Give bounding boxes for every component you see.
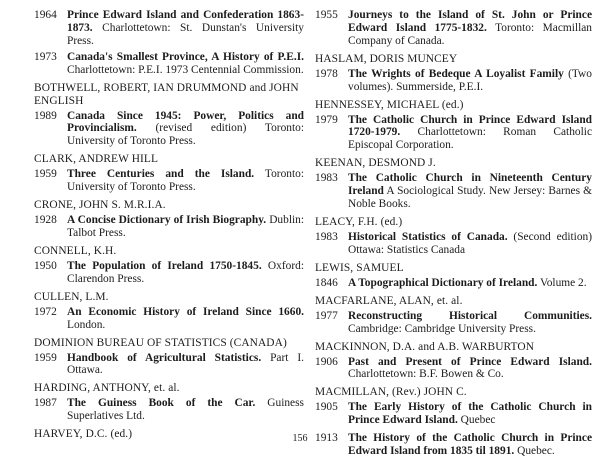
author-heading: LEWIS, SAMUEL	[315, 261, 404, 274]
author-heading: CONNELL, K.H.	[34, 244, 117, 257]
bibliography-entry	[34, 214, 304, 240]
entry-publication: (Two volumes). Summerside, P.E.I.	[348, 67, 592, 93]
author-heading: CLARK, ANDREW HILL	[34, 153, 159, 166]
bibliography-entry	[315, 231, 592, 257]
page-number: 156	[292, 433, 308, 444]
entry-title: The Wrights of Bedeque A Loyalist Family	[348, 67, 564, 80]
entry-year: 1846	[315, 276, 338, 289]
bibliography-entry	[34, 260, 304, 286]
entry-year: 1959	[34, 351, 57, 364]
entry-text	[67, 260, 304, 286]
entry-text	[348, 310, 592, 336]
author-heading: BOTHWELL, ROBERT, IAN DRUMMOND and JOHN ENGLISH	[34, 81, 299, 107]
bibliography-entry	[34, 9, 304, 48]
left-column	[34, 8, 304, 443]
entry-text	[348, 114, 592, 153]
entry-year: 1928	[34, 214, 57, 227]
bibliography-entry	[315, 114, 592, 153]
entry-text	[67, 9, 304, 48]
entry-publication: Quebec.	[514, 445, 555, 458]
entry-title: Canada Since 1945: Power, Politics and Provincialism.	[67, 109, 304, 135]
bibliography-entry	[315, 356, 592, 382]
entry-publication: Charlottetown: B.F. Bowen & Co.	[348, 368, 504, 381]
entry-text	[348, 231, 592, 257]
author-heading: DOMINION BUREAU OF STATISTICS (CANADA)	[34, 336, 287, 349]
entry-title: Journeys to the Island of St. John or Prince Edward Island 1775-1832.	[348, 9, 592, 34]
bibliography-entry	[315, 277, 592, 290]
bibliography-entry	[34, 352, 304, 378]
entry-year: 1905	[315, 401, 338, 414]
entry-title: The History of the Catholic Church in Prince Edward Island from 1835 til 1891.	[348, 432, 592, 458]
entry-year: 1906	[315, 355, 338, 368]
bibliography-entry	[315, 68, 592, 94]
author-heading: LEACY, F.H. (ed.)	[315, 215, 403, 228]
entry-publication: Dublin: Talbot Press.	[67, 214, 305, 239]
author-heading: HASLAM, DORIS MUNCEY	[315, 52, 458, 65]
entry-year: 1972	[34, 305, 57, 318]
entry-title: A Concise Dictionary of Irish Biography.	[67, 214, 267, 227]
entry-year: 1973	[34, 50, 57, 63]
entry-title: Handbook of Agricultural Statistics.	[67, 351, 262, 364]
entry-text	[348, 9, 592, 48]
entry-title: Past and Present of Prince Edward Island.	[348, 355, 592, 368]
entry-title: The Guiness Book of the Car.	[67, 397, 256, 410]
entry-year: 1978	[315, 67, 338, 80]
entry-text	[348, 68, 592, 94]
entry-year: 1979	[315, 113, 338, 126]
author-heading: MACFARLANE, ALAN, et. al.	[315, 294, 463, 307]
right-column	[315, 8, 592, 461]
entry-title: Prince Edward Island and Confederation 1863-1873.	[67, 9, 304, 34]
entry-text	[348, 172, 592, 211]
entry-year: 1977	[315, 309, 338, 322]
author-heading: HARVEY, D.C. (ed.)	[34, 428, 133, 441]
bibliography-entry	[34, 110, 304, 149]
entry-publication: Toronto: University of Toronto Press.	[67, 168, 304, 194]
entry-publication: London.	[67, 318, 106, 331]
entry-title: The Early History of the Catholic Church in Prince Edward Island.	[348, 401, 592, 427]
entry-title: Historical Statistics of Canada.	[348, 230, 508, 243]
entry-text	[67, 306, 304, 332]
entry-text	[67, 214, 304, 240]
entry-publication: Cambridge: Cambridge University Press.	[348, 322, 536, 335]
entry-title: Canada's Smallest Province, A History of P.E.I.	[67, 50, 304, 63]
author-heading: CULLEN, L.M.	[34, 290, 109, 303]
entry-text	[348, 277, 592, 290]
bibliography-entry	[315, 310, 592, 336]
bibliography-entry	[315, 172, 592, 211]
entry-publication: Toronto: Macmillan Company of Canada.	[348, 21, 592, 47]
entry-publication: Part I. Ottawa.	[67, 351, 305, 377]
author-heading: MACKINNON, D.A. and A.B. WARBURTON	[315, 340, 535, 353]
author-heading: MACMILLAN, (Rev.) JOHN C.	[315, 386, 467, 399]
entry-text	[67, 110, 304, 149]
entry-publication: A Sociological Study. New Jersey: Barnes & Noble Books.	[348, 185, 592, 211]
bibliography-entry	[34, 51, 304, 77]
entry-year: 1989	[34, 109, 57, 122]
entry-year: 1959	[34, 168, 57, 181]
entry-text	[67, 397, 304, 423]
entry-title: A Topographical Dictionary of Ireland.	[348, 276, 538, 289]
entry-publication: (Second edition) Ottawa: Statistics Canada	[348, 230, 593, 256]
bibliography-entry	[34, 168, 304, 194]
entry-publication: Oxford: Clarendon Press.	[67, 259, 304, 285]
entry-title: The Catholic Church in Nineteenth Century Ireland	[348, 172, 592, 198]
entry-year: 1955	[315, 9, 338, 21]
entry-year: 1964	[34, 9, 57, 21]
entry-year: 1950	[34, 259, 57, 272]
entry-text	[67, 352, 304, 378]
entry-year: 1983	[315, 172, 338, 185]
entry-year: 1913	[315, 432, 338, 445]
bibliography-entry	[315, 401, 592, 427]
author-heading: HARDING, ANTHONY, et. al.	[34, 382, 180, 395]
bibliography-entry	[34, 397, 304, 423]
entry-title: The Population of Ireland 1750-1845.	[67, 259, 262, 272]
entry-text	[348, 356, 592, 382]
entry-year: 1987	[34, 397, 57, 410]
entry-text	[67, 51, 304, 77]
entry-publication: Charlottetown: Roman Catholic Episcopal Corporation.	[348, 126, 592, 152]
entry-publication: Charlottetown: St. Dunstan's University Press.	[67, 21, 304, 47]
entry-publication: (revised edition) Toronto: University of Toronto Press.	[67, 122, 304, 148]
entry-text	[348, 401, 592, 427]
entry-text	[67, 168, 304, 194]
entry-year: 1983	[315, 230, 338, 243]
entry-title: The Catholic Church in Prince Edward Island 1720-1979.	[348, 113, 592, 139]
author-heading: CRONE, JOHN S. M.R.I.A.	[34, 199, 166, 212]
entry-publication: Quebec	[457, 414, 496, 427]
entry-publication: Guiness Superlatives Ltd.	[67, 397, 304, 423]
author-heading: KEENAN, DESMOND J.	[315, 157, 436, 170]
author-heading: HENNESSEY, MICHAEL (ed.)	[315, 98, 464, 111]
entry-title: Reconstructing Historical Communities.	[348, 309, 592, 322]
entry-publication: Volume 2.	[537, 276, 587, 289]
entry-title: Three Centuries and the Island.	[67, 168, 255, 181]
entry-publication: Charlottetown: P.E.I. 1973 Centennial Commission.	[67, 63, 304, 76]
bibliography-entry	[34, 306, 304, 332]
bibliography-entry	[315, 9, 592, 48]
entry-title: An Economic History of Ireland Since 1660.	[67, 305, 304, 318]
